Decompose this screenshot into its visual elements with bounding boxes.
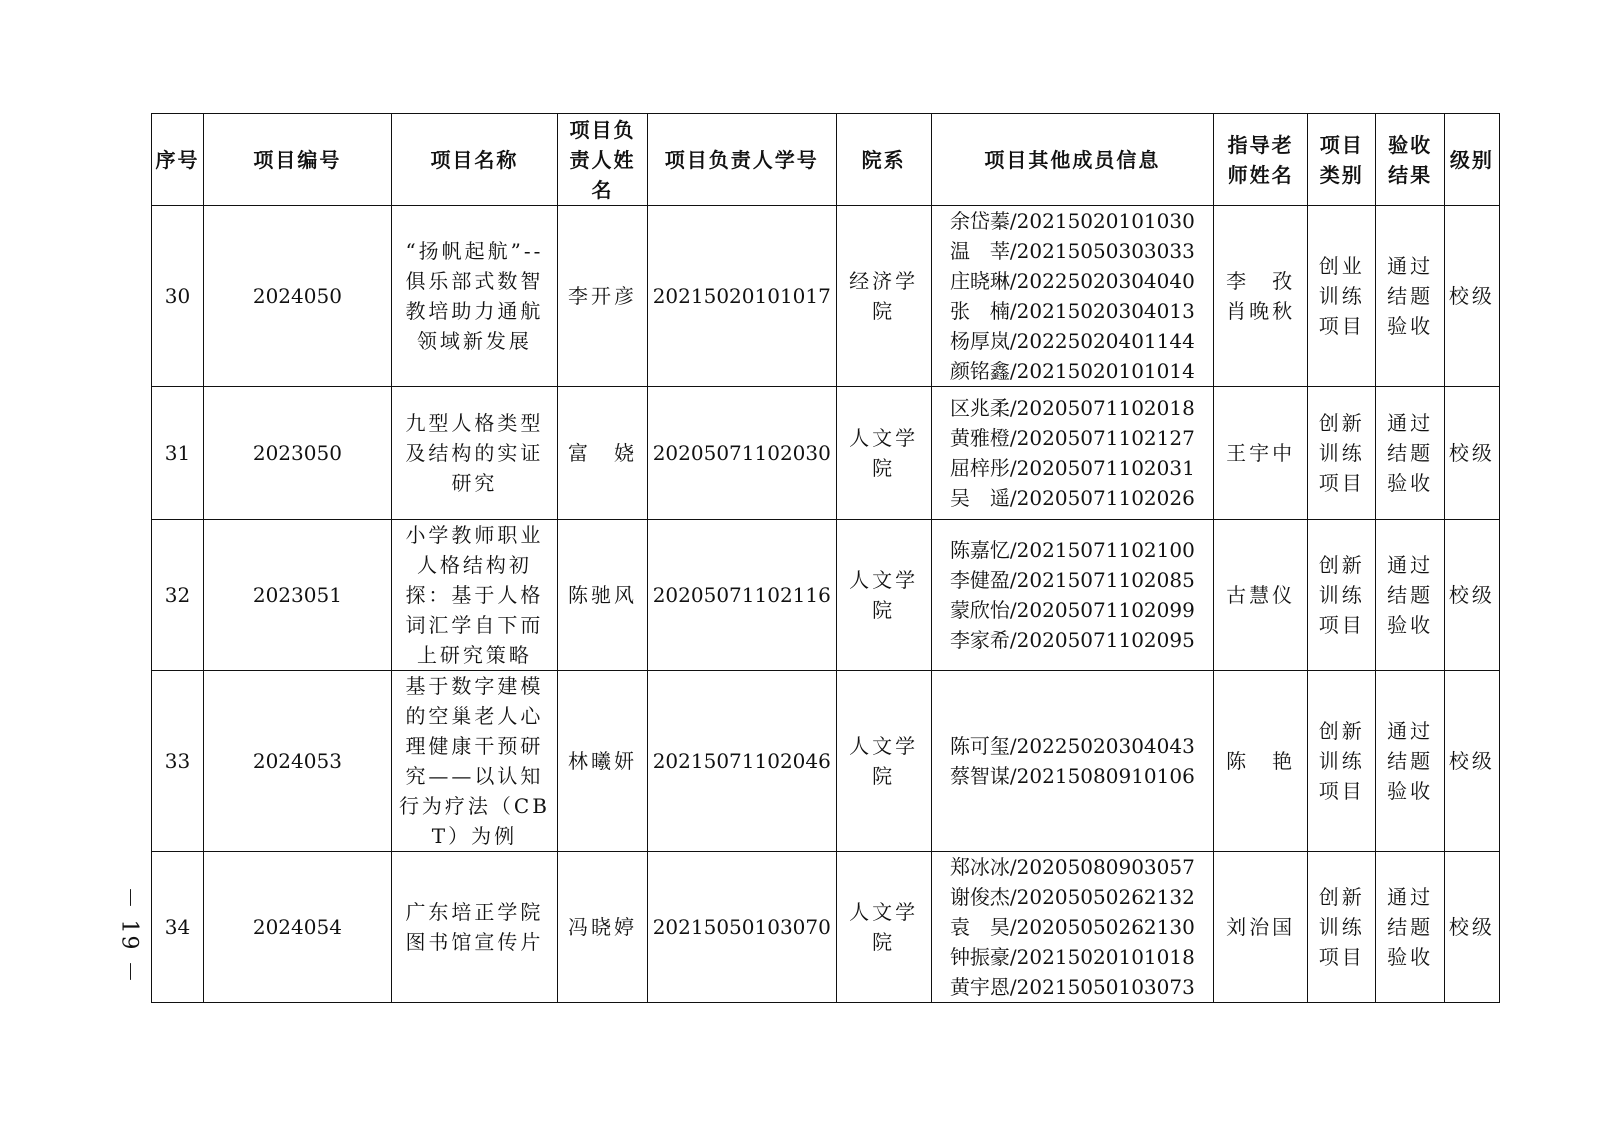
cell-code: 2024053 xyxy=(204,671,392,852)
cell-members-line: 郑冰冰/20205080903057 xyxy=(949,855,1195,879)
header-code: 项目编号 xyxy=(204,114,392,206)
cell-seq: 31 xyxy=(152,387,204,520)
table-row xyxy=(152,206,1500,387)
table-row xyxy=(152,671,1500,852)
cell-members-line: 陈可玺/20225020304043 xyxy=(949,734,1195,758)
cell-leader: 李开彦 xyxy=(558,206,648,387)
cell-level: 校级 xyxy=(1444,852,1499,1003)
cell-seq: 34 xyxy=(152,852,204,1003)
cell-code: 2024054 xyxy=(204,852,392,1003)
cell-dept: 人文学院 xyxy=(836,520,931,671)
cell-level: 校级 xyxy=(1444,387,1499,520)
cell-dept: 人文学院 xyxy=(836,387,931,520)
cell-result: 通过结题验收 xyxy=(1376,671,1444,852)
cell-advisor xyxy=(1214,206,1308,387)
header-leader: 项目负责人姓名 xyxy=(558,114,648,206)
header-category: 项目类别 xyxy=(1308,114,1376,206)
cell-leader: 林曦妍 xyxy=(558,671,648,852)
cell-result: 通过结题验收 xyxy=(1376,387,1444,520)
cell-advisor-line: 肖晚秋 xyxy=(1226,299,1296,323)
cell-result: 通过结题验收 xyxy=(1376,852,1444,1003)
cell-leader-id: 20215020101017 xyxy=(647,206,836,387)
cell-dept: 经济学院 xyxy=(836,206,931,387)
header-seq: 序号 xyxy=(152,114,204,206)
cell-advisor-line: 王宇中 xyxy=(1226,441,1296,465)
cell-members xyxy=(931,852,1214,1003)
cell-name: “扬帆起航”--俱乐部式数智教培助力通航领域新发展 xyxy=(391,206,557,387)
page-number: － 19 － xyxy=(116,886,142,984)
header-members: 项目其他成员信息 xyxy=(931,114,1214,206)
cell-members-line: 袁 昊/20205050262130 xyxy=(949,915,1195,939)
cell-members-line: 李家希/20205071102095 xyxy=(949,628,1195,652)
cell-members xyxy=(931,520,1214,671)
cell-members-line: 区兆柔/20205071102018 xyxy=(949,396,1195,420)
cell-advisor xyxy=(1214,387,1308,520)
cell-leader-id: 20215050103070 xyxy=(647,852,836,1003)
cell-category: 创新训练项目 xyxy=(1308,671,1376,852)
cell-category: 创新训练项目 xyxy=(1308,852,1376,1003)
cell-members xyxy=(931,671,1214,852)
cell-advisor-line: 古慧仪 xyxy=(1226,583,1296,607)
header-result: 验收结果 xyxy=(1376,114,1444,206)
header-row xyxy=(152,114,1500,206)
header-leader-id: 项目负责人学号 xyxy=(647,114,836,206)
cell-leader-id: 20205071102030 xyxy=(647,387,836,520)
cell-level: 校级 xyxy=(1444,206,1499,387)
cell-advisor xyxy=(1214,671,1308,852)
cell-advisor xyxy=(1214,852,1308,1003)
cell-members-line: 吴 遥/20205071102026 xyxy=(949,486,1195,510)
cell-name: 小学教师职业人格结构初探：基于人格词汇学自下而上研究策略 xyxy=(391,520,557,671)
cell-members xyxy=(931,387,1214,520)
cell-members-line: 黄宇恩/20215050103073 xyxy=(949,975,1195,999)
cell-members-line: 黄雅橙/20205071102127 xyxy=(949,426,1195,450)
cell-members-line: 谢俊杰/20205050262132 xyxy=(949,885,1195,909)
cell-members xyxy=(931,206,1214,387)
header-advisor: 指导老师姓名 xyxy=(1214,114,1308,206)
cell-members-line: 温 莘/20215050303033 xyxy=(949,239,1195,263)
cell-name: 基于数字建模的空巢老人心理健康干预研究——以认知行为疗法（CBT）为例 xyxy=(391,671,557,852)
header-dept: 院系 xyxy=(836,114,931,206)
cell-name: 九型人格类型及结构的实证研究 xyxy=(391,387,557,520)
cell-code: 2023050 xyxy=(204,387,392,520)
cell-leader: 陈驰风 xyxy=(558,520,648,671)
table-row xyxy=(152,520,1500,671)
cell-members-line: 杨厚岚/20225020401144 xyxy=(949,329,1195,353)
cell-members-line: 钟振豪/20215020101018 xyxy=(949,945,1195,969)
cell-category: 创业训练项目 xyxy=(1308,206,1376,387)
cell-seq: 32 xyxy=(152,520,204,671)
cell-leader-id: 20205071102116 xyxy=(647,520,836,671)
cell-members-line: 余岱蓁/20215020101030 xyxy=(949,209,1195,233)
cell-advisor-line: 陈 艳 xyxy=(1226,749,1296,773)
cell-dept: 人文学院 xyxy=(836,671,931,852)
cell-seq: 33 xyxy=(152,671,204,852)
cell-members-line: 颜铭鑫/20215020101014 xyxy=(949,359,1195,383)
cell-members-line: 李健盈/20215071102085 xyxy=(949,568,1195,592)
cell-code: 2023051 xyxy=(204,520,392,671)
cell-category: 创新训练项目 xyxy=(1308,387,1376,520)
cell-members-line: 庄晓琳/20225020304040 xyxy=(949,269,1195,293)
cell-result: 通过结题验收 xyxy=(1376,206,1444,387)
cell-advisor-line: 刘治国 xyxy=(1226,915,1296,939)
cell-category: 创新训练项目 xyxy=(1308,520,1376,671)
cell-result: 通过结题验收 xyxy=(1376,520,1444,671)
cell-seq: 30 xyxy=(152,206,204,387)
cell-members-line: 陈嘉忆/20215071102100 xyxy=(949,538,1195,562)
header-level: 级别 xyxy=(1444,114,1499,206)
cell-code: 2024050 xyxy=(204,206,392,387)
cell-members-line: 蔡智谋/20215080910106 xyxy=(949,764,1195,788)
table-row xyxy=(152,852,1500,1003)
cell-level: 校级 xyxy=(1444,520,1499,671)
cell-dept: 人文学院 xyxy=(836,852,931,1003)
cell-name: 广东培正学院图书馆宣传片 xyxy=(391,852,557,1003)
cell-level: 校级 xyxy=(1444,671,1499,852)
cell-advisor-line: 李 孜 xyxy=(1226,269,1296,293)
cell-advisor xyxy=(1214,520,1308,671)
header-name: 项目名称 xyxy=(391,114,557,206)
project-table xyxy=(151,113,1500,1003)
cell-members-line: 蒙欣怡/20205071102099 xyxy=(949,598,1195,622)
cell-members-line: 屈梓彤/20205071102031 xyxy=(949,456,1195,480)
cell-leader-id: 20215071102046 xyxy=(647,671,836,852)
cell-members-line: 张 楠/20215020304013 xyxy=(949,299,1195,323)
cell-leader: 冯晓婷 xyxy=(558,852,648,1003)
table-row xyxy=(152,387,1500,520)
cell-leader: 富 娆 xyxy=(558,387,648,520)
